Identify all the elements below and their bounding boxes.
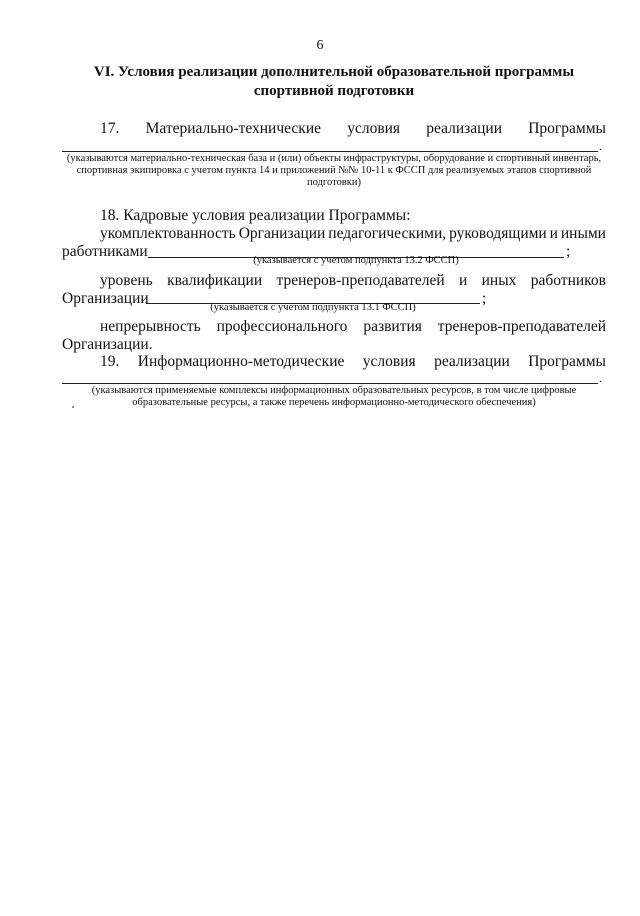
item19-end-punct: . — [599, 371, 602, 385]
staffing-word: иными — [560, 225, 606, 242]
section-title-line1: VI. Условия реализации дополнительной образовательной программы — [93, 64, 575, 80]
item17-word: Программы — [528, 120, 606, 137]
staffing-word: и — [549, 225, 558, 242]
development-line — [100, 318, 606, 336]
item17-fill-line — [62, 151, 598, 152]
staffing-cont: работниками — [62, 243, 148, 260]
staffing-word: педагогическими, — [328, 225, 447, 242]
item19-word: условия — [362, 353, 416, 370]
section-title-line2: спортивной подготовки — [253, 83, 415, 99]
item19-word: Информационно-методические — [137, 353, 345, 370]
scan-speck — [72, 406, 74, 408]
staffing-note: (указывается с учетом подпункта 13.2 ФССП) — [253, 255, 459, 266]
qualification-note: (указывается с учетом подпункта 13.1 ФССП) — [210, 302, 416, 313]
staffing-line — [100, 225, 606, 243]
item17-number: 17. — [100, 120, 120, 137]
staffing-word: Организации — [238, 225, 326, 242]
item19-word: реализации — [434, 353, 510, 370]
staffing-word: укомплектованность — [100, 225, 236, 242]
development-word: развития — [363, 318, 422, 335]
item19-line — [100, 353, 606, 371]
development-cont: Организации. — [62, 336, 153, 353]
item19-word: Программы — [528, 353, 606, 370]
development-word: профессионального — [216, 318, 348, 335]
page-number: 6 — [316, 38, 324, 53]
staffing-word: руководящими — [449, 225, 547, 242]
qualification-word: тренеров-преподавателей — [276, 272, 445, 289]
item17-line — [100, 120, 606, 138]
qualification-word: иных — [481, 272, 517, 289]
item19-note: (указываются применяемые комплексы информационных образовательных ресурсов, в том числе цифровые образовательные ресурсы, а также перечень информационно-методического обеспечения) — [91, 385, 577, 408]
qualification-end: ; — [482, 290, 487, 307]
item17-note: (указываются материально-техническая база и (или) объекты инфраструктуры, оборудование и спортивный инвентарь, спортивная экипировка с учетом пункта 14 и приложений №№ 10-11 к ФССП для реализуемых этапов спортивной подготовки) — [66, 153, 602, 188]
item17-word: Материально-технические — [145, 120, 321, 137]
qualification-cont: Организации — [62, 290, 149, 307]
item18-heading: 18. Кадровые условия реализации Программы: — [100, 207, 411, 224]
item19-fill-line — [62, 383, 598, 384]
staffing-end: ; — [566, 243, 571, 260]
qualification-line — [100, 272, 606, 290]
item17-word: условия — [347, 120, 401, 137]
qualification-word: квалификации — [167, 272, 263, 289]
qualification-word: работников — [530, 272, 606, 289]
qualification-word: и — [459, 272, 468, 289]
item19-number: 19. — [100, 353, 120, 370]
development-word: тренеров-преподавателей — [437, 318, 606, 335]
qualification-word: уровень — [100, 272, 153, 289]
development-word: непрерывность — [100, 318, 201, 335]
item17-end-punct: . — [599, 139, 602, 153]
item17-word: реализации — [426, 120, 503, 137]
